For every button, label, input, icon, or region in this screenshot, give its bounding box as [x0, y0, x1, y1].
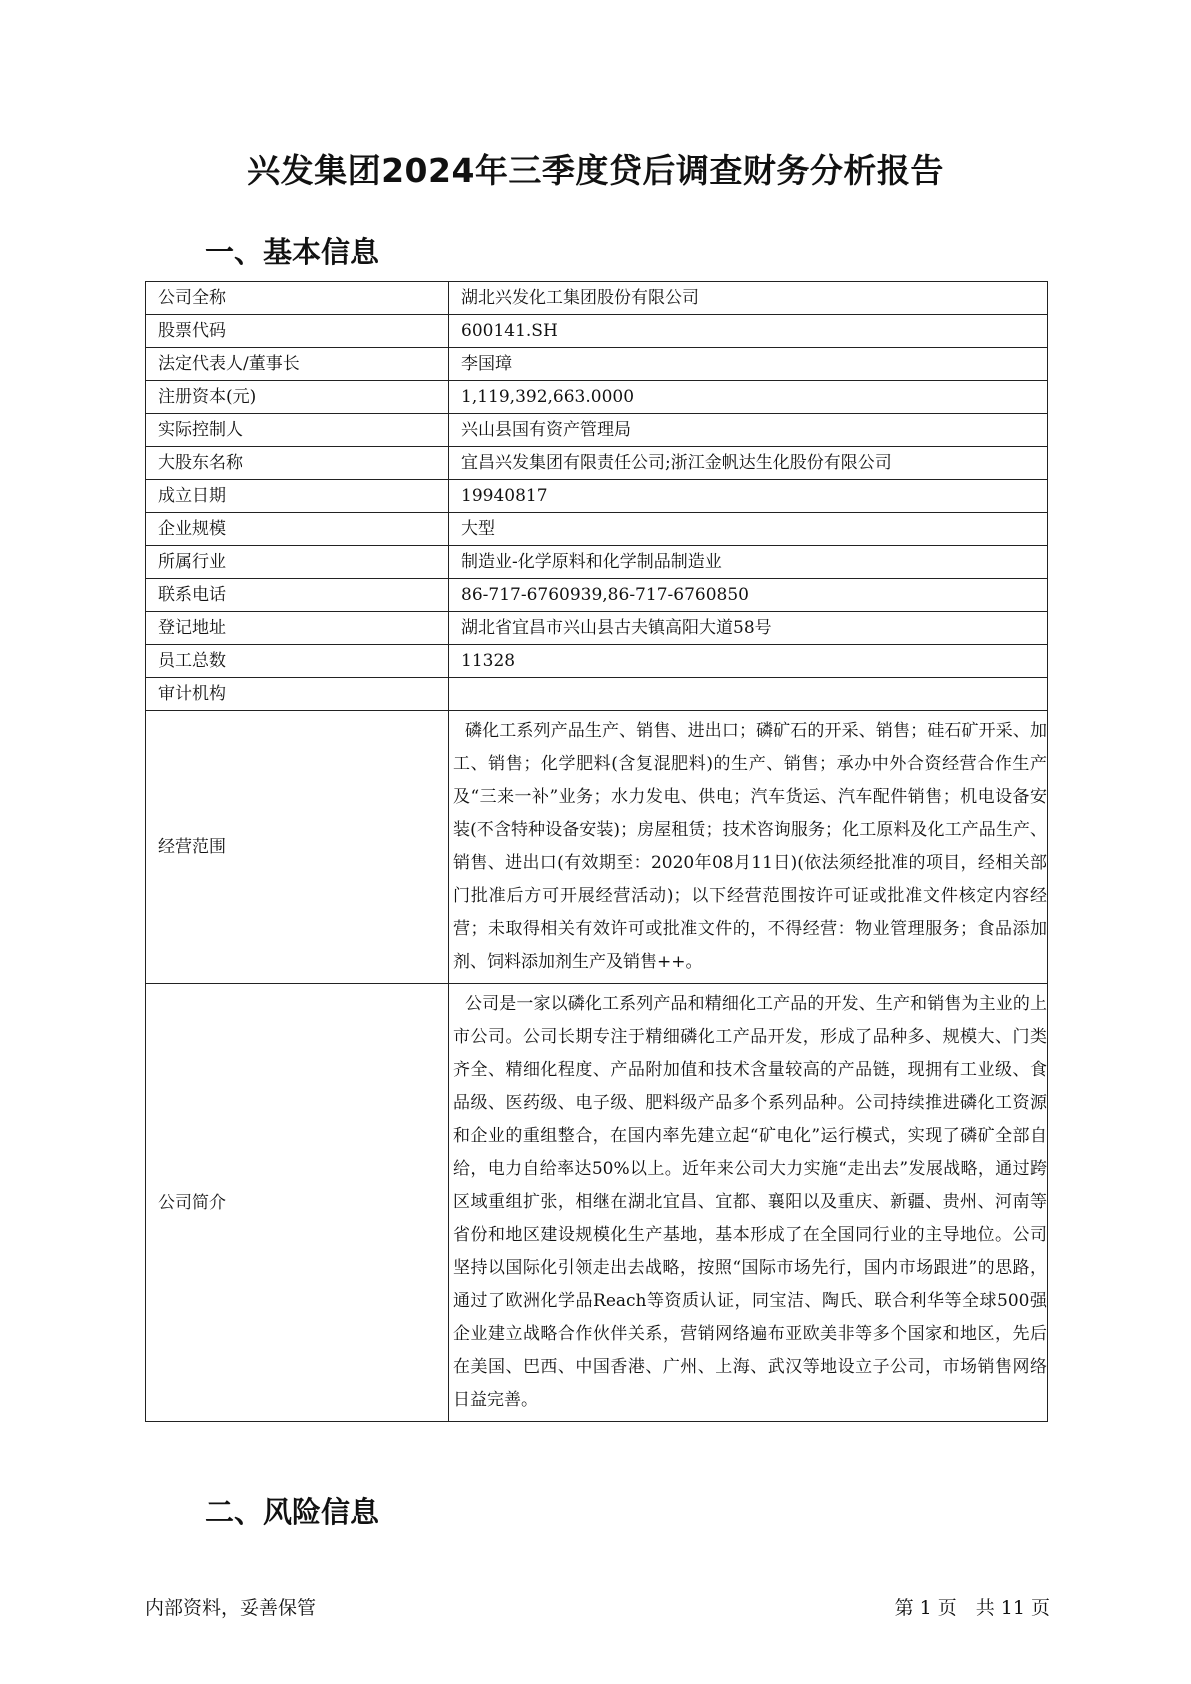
row-value: 11328	[449, 645, 1048, 678]
row-label: 注册资本(元)	[146, 381, 449, 414]
footer-confidential-note: 内部资料，妥善保管	[145, 1597, 317, 1619]
row-label: 登记地址	[146, 612, 449, 645]
row-label: 股票代码	[146, 315, 449, 348]
row-value: 湖北兴发化工集团股份有限公司	[449, 282, 1048, 315]
footer-page-number: 第 1 页 共 11 页	[894, 1597, 1050, 1619]
company-profile-label: 公司简介	[146, 984, 449, 1422]
row-label: 成立日期	[146, 480, 449, 513]
row-label: 企业规模	[146, 513, 449, 546]
row-label: 审计机构	[146, 678, 449, 711]
table-row	[146, 414, 1048, 447]
table-row-business-scope	[146, 711, 1048, 984]
table-row	[146, 645, 1048, 678]
row-label: 联系电话	[146, 579, 449, 612]
table-row	[146, 381, 1048, 414]
row-label: 大股东名称	[146, 447, 449, 480]
table-row	[146, 282, 1048, 315]
row-value: 兴山县国有资产管理局	[449, 414, 1048, 447]
row-value	[449, 678, 1048, 711]
table-row-company-profile	[146, 984, 1048, 1422]
table-row	[146, 480, 1048, 513]
section-heading-basic-info: 一、基本信息	[205, 235, 380, 269]
company-profile-value: 公司是一家以磷化工系列产品和精细化工产品的开发、生产和销售为主业的上市公司。公司长期专注于精细磷化工产品开发，形成了品种多、规模大、门类齐全、精细化程度、产品附加值和技术含量较高的产品链，现拥有工业级、食品级、医药级、电子级、肥料级产品多个系列品种。公司持续推进磷化工资源和企业的重组整合，在国内率先建立起“矿电化”运行模式，实现了磷矿全部自给，电力自给率达50%以上。近年来公司大力实施“走出去”发展战略，通过跨区域重组扩张，相继在湖北宜昌、宜都、襄阳以及重庆、新疆、贵州、河南等省份和地区建设规模化生产基地，基本形成了在全国同行业的主导地位。公司坚持以国际化引领走出去战略，按照“国际市场先行，国内市场跟进”的思路，通过了欧洲化学品Reach等资质认证，同宝洁、陶氏、联合利华等全球500强企业建立战略合作伙伴关系，营销网络遍布亚欧美非等多个国家和地区，先后在美国、巴西、中国香港、广州、上海、武汉等地设立子公司，市场销售网络日益完善。	[449, 984, 1048, 1422]
row-value: 宜昌兴发集团有限责任公司;浙江金帆达生化股份有限公司	[449, 447, 1048, 480]
table-row	[146, 579, 1048, 612]
business-scope-label: 经营范围	[146, 711, 449, 984]
table-row	[146, 546, 1048, 579]
report-title: 兴发集团2024年三季度贷后调查财务分析报告	[247, 151, 944, 190]
basic-info-table	[145, 281, 1048, 1422]
row-label: 实际控制人	[146, 414, 449, 447]
row-value: 制造业-化学原料和化学制品制造业	[449, 546, 1048, 579]
table-row	[146, 612, 1048, 645]
row-value: 大型	[449, 513, 1048, 546]
business-scope-value: 磷化工系列产品生产、销售、进出口；磷矿石的开采、销售；硅石矿开采、加工、销售；化学肥料(含复混肥料)的生产、销售；承办中外合资经营合作生产及“三来一补”业务；水力发电、供电；汽车货运、汽车配件销售；机电设备安装(不含特种设备安装)；房屋租赁；技术咨询服务；化工原料及化工产品生产、销售、进出口(有效期至：2020年08月11日)(依法须经批准的项目，经相关部门批准后方可开展经营活动)；以下经营范围按许可证或批准文件核定内容经营；未取得相关有效许可或批准文件的，不得经营：物业管理服务；食品添加剂、饲料添加剂生产及销售++。	[449, 711, 1048, 984]
row-value: 湖北省宜昌市兴山县古夫镇高阳大道58号	[449, 612, 1048, 645]
row-value: 86-717-6760939,86-717-6760850	[449, 579, 1048, 612]
row-value: 19940817	[449, 480, 1048, 513]
row-label: 所属行业	[146, 546, 449, 579]
section-heading-risk-info: 二、风险信息	[205, 1495, 380, 1529]
row-label: 员工总数	[146, 645, 449, 678]
table-row	[146, 513, 1048, 546]
table-row	[146, 315, 1048, 348]
row-value: 1,119,392,663.0000	[449, 381, 1048, 414]
row-value: 李国璋	[449, 348, 1048, 381]
table-row	[146, 348, 1048, 381]
row-value: 600141.SH	[449, 315, 1048, 348]
row-label: 公司全称	[146, 282, 449, 315]
table-row	[146, 447, 1048, 480]
row-label: 法定代表人/董事长	[146, 348, 449, 381]
table-row	[146, 678, 1048, 711]
